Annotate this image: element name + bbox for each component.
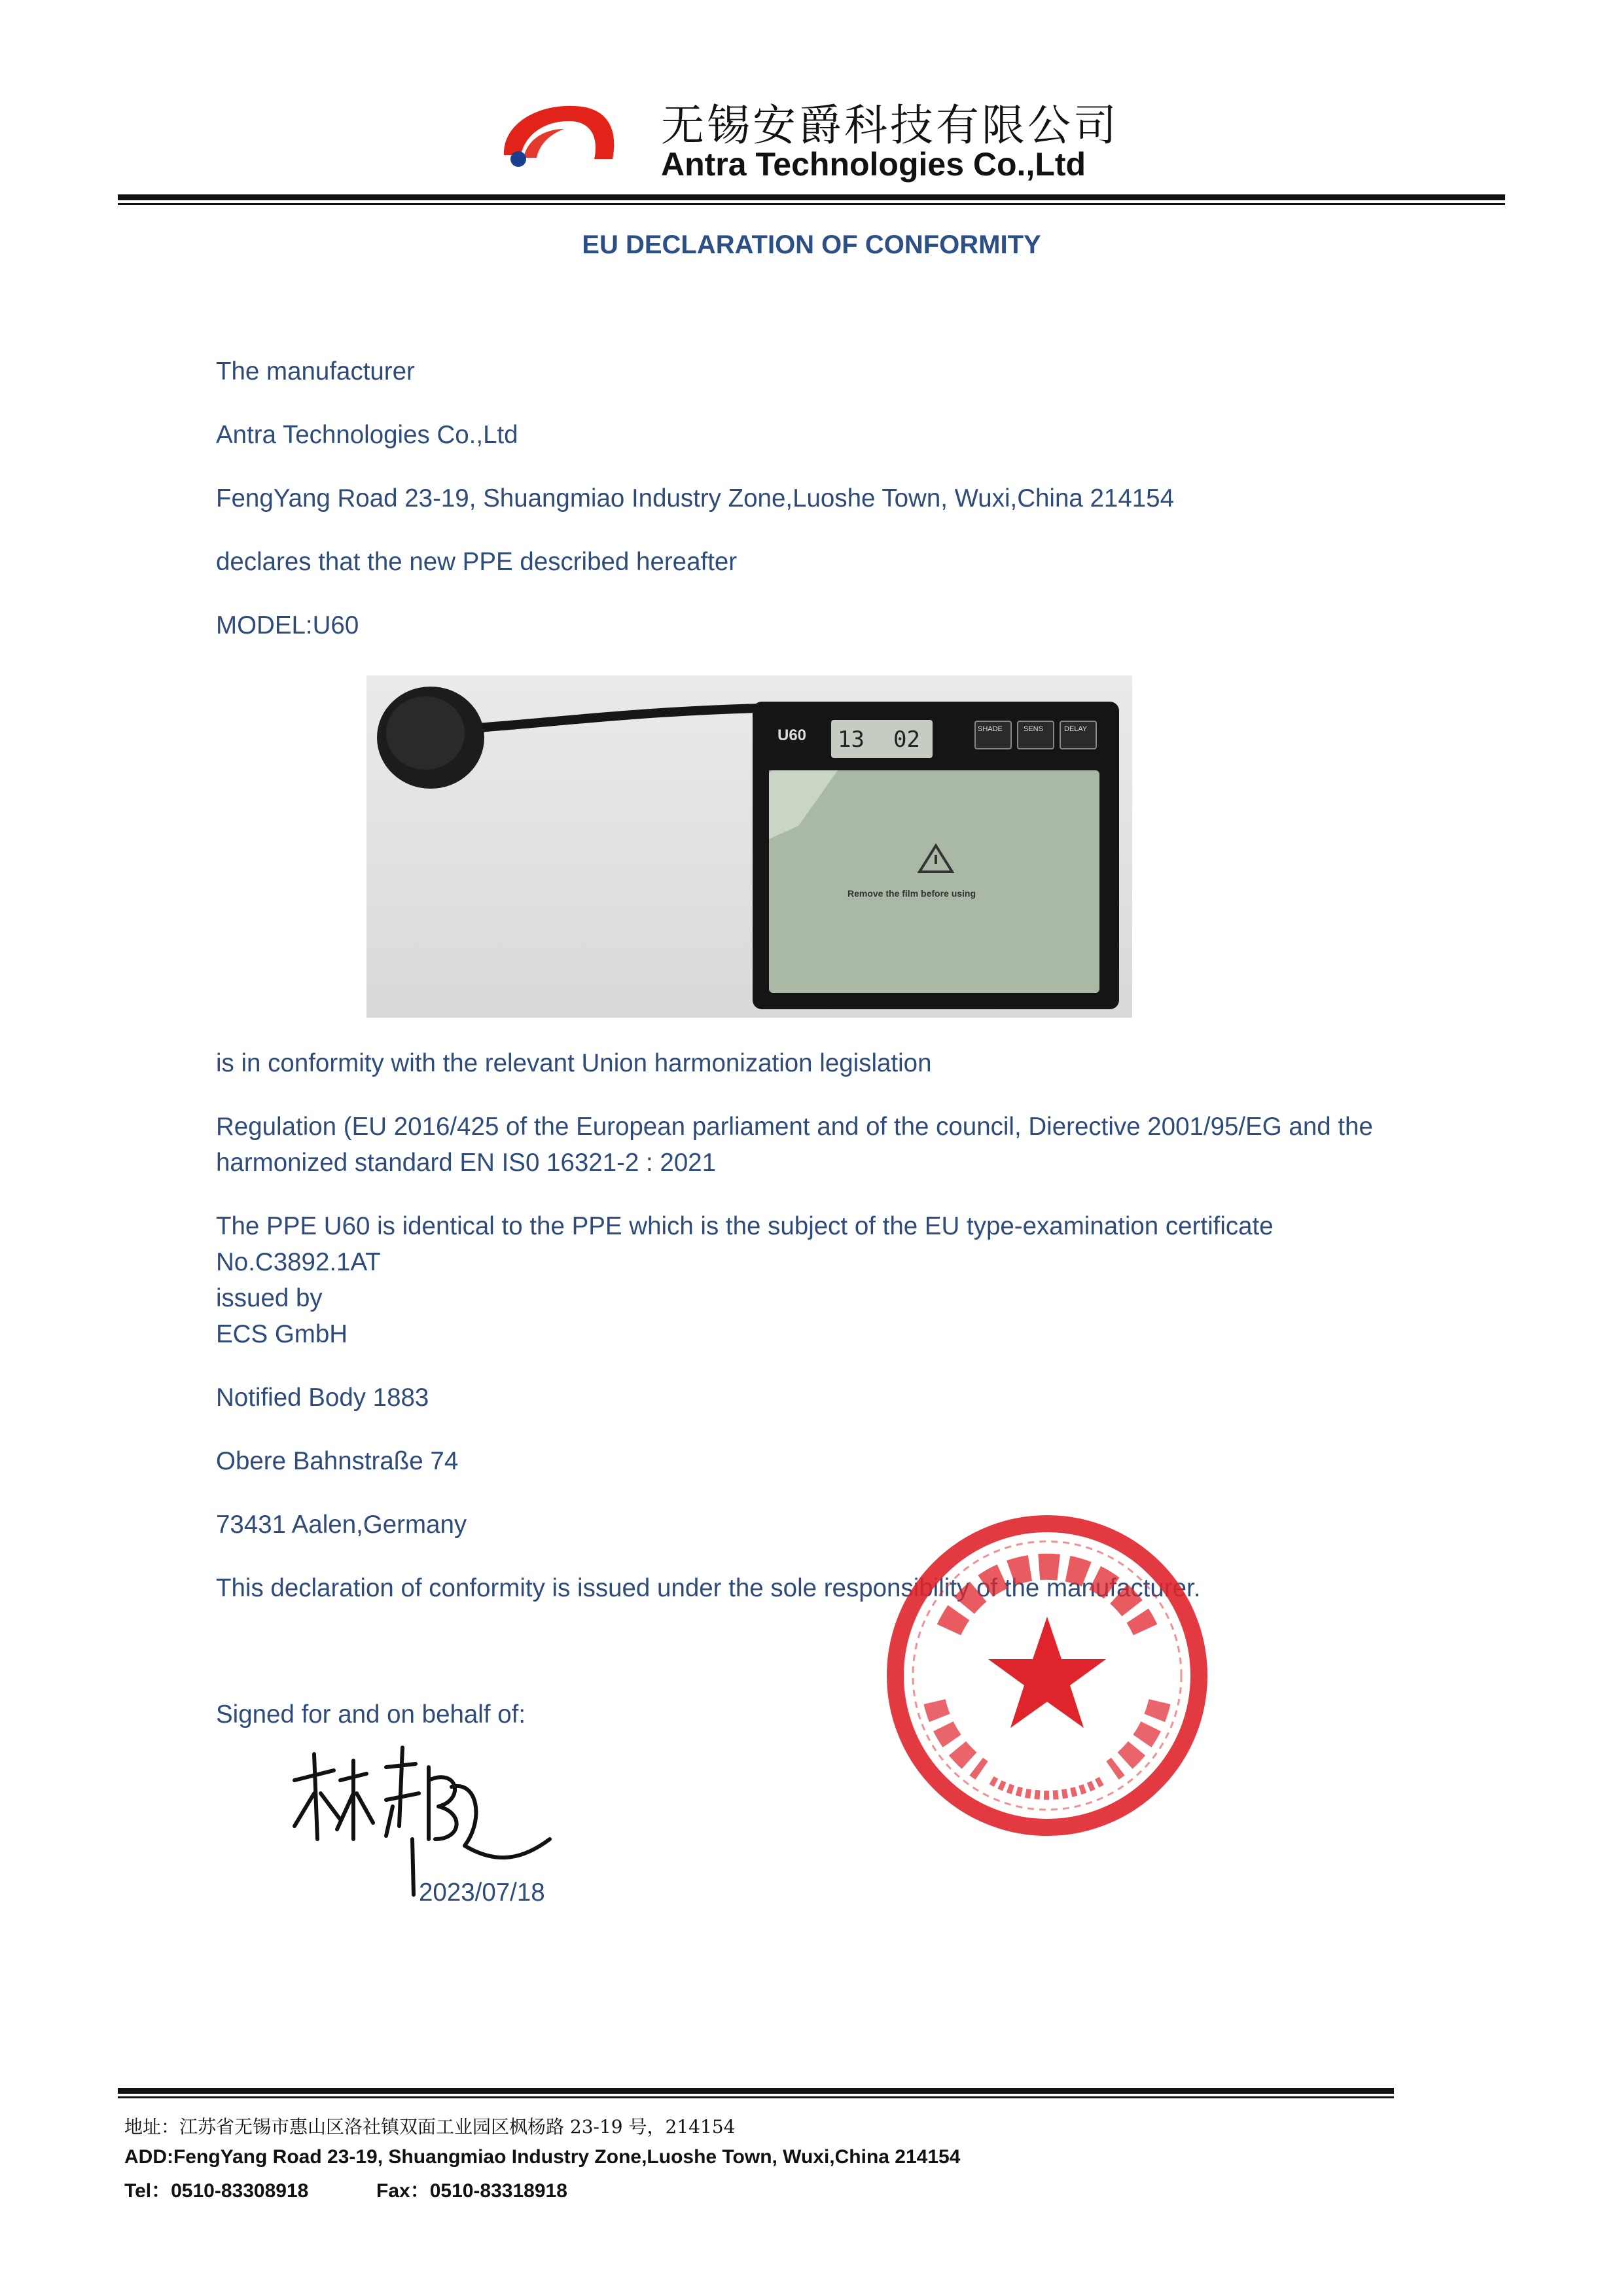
product-photo xyxy=(366,675,1132,1018)
responsibility-text: This declaration of conformity is issued under the sole responsibility of the manufacturer. xyxy=(216,1574,1201,1602)
notified-body: Notified Body 1883 xyxy=(216,1384,429,1412)
red-star-icon xyxy=(988,1617,1106,1728)
header-rule-thin xyxy=(118,203,1505,205)
manufacturer-address: FengYang Road 23-19, Shuangmiao Industry Zone,Luoshe Town, Wuxi,China 214154 xyxy=(216,484,1174,512)
shade-button-label: SHADE xyxy=(978,725,1003,733)
regulation-line-1: Regulation (EU 2016/425 of the European parliament and of the council, Dierective 2001/95/EG and the xyxy=(216,1113,1373,1141)
issuer-city: 73431 Aalen,Germany xyxy=(216,1511,467,1539)
signature-date: 2023/07/18 xyxy=(419,1878,545,1907)
company-name-cn: 无锡安爵科技有限公司 xyxy=(661,100,1119,151)
company-name-en: Antra Technologies Co.,Ltd xyxy=(661,146,1086,183)
issued-by-text: issued by xyxy=(216,1284,323,1312)
company-stamp xyxy=(877,1505,1217,1846)
certificate-number: No.C3892.1AT xyxy=(216,1248,381,1276)
document-title: EU DECLARATION OF CONFORMITY xyxy=(582,230,1041,259)
product-label: U60 xyxy=(777,726,807,744)
footer-fax: Fax：0510-83318918 xyxy=(376,2180,567,2202)
lcd-right-value: 02 xyxy=(893,726,920,753)
footer-address-cn: 地址：江苏省无锡市惠山区洛社镇双面工业园区枫杨路 23-19 号，214154 xyxy=(124,2116,736,2138)
declares-text: declares that the new PPE described hereafter xyxy=(216,548,738,576)
issuer-name: ECS GmbH xyxy=(216,1320,348,1348)
film-warning-text: Remove the film before using xyxy=(847,888,976,899)
footer-rule-thin xyxy=(118,2096,1394,2098)
manufacturer-label: The manufacturer xyxy=(216,357,415,386)
signed-for-text: Signed for and on behalf of: xyxy=(216,1700,526,1729)
footer-contact xyxy=(124,2174,567,2203)
company-logo xyxy=(484,95,622,173)
model-text: MODEL:U60 xyxy=(216,611,359,639)
regulation-line-2: harmonized standard EN IS0 16321-2 : 2021 xyxy=(216,1149,717,1177)
lcd-left-value: 13 xyxy=(838,726,865,753)
footer-address-en: ADD:FengYang Road 23-19, Shuangmiao Industry Zone,Luoshe Town, Wuxi,China 214154 xyxy=(124,2146,961,2168)
header-rule-thick xyxy=(118,194,1505,200)
footer-rule-thick xyxy=(118,2088,1394,2094)
delay-button-label: DELAY xyxy=(1064,725,1088,733)
handwritten-signature xyxy=(288,1741,576,1898)
identical-line-1: The PPE U60 is identical to the PPE which is the subject of the EU type-examination certificate xyxy=(216,1212,1274,1240)
manufacturer-name: Antra Technologies Co.,Ltd xyxy=(216,421,518,449)
conformity-text: is in conformity with the relevant Union harmonization legislation xyxy=(216,1049,932,1077)
footer-tel: Tel：0510-83308918 xyxy=(124,2180,309,2202)
issuer-street: Obere Bahnstraße 74 xyxy=(216,1447,459,1475)
sens-button-label: SENS xyxy=(1024,725,1043,733)
